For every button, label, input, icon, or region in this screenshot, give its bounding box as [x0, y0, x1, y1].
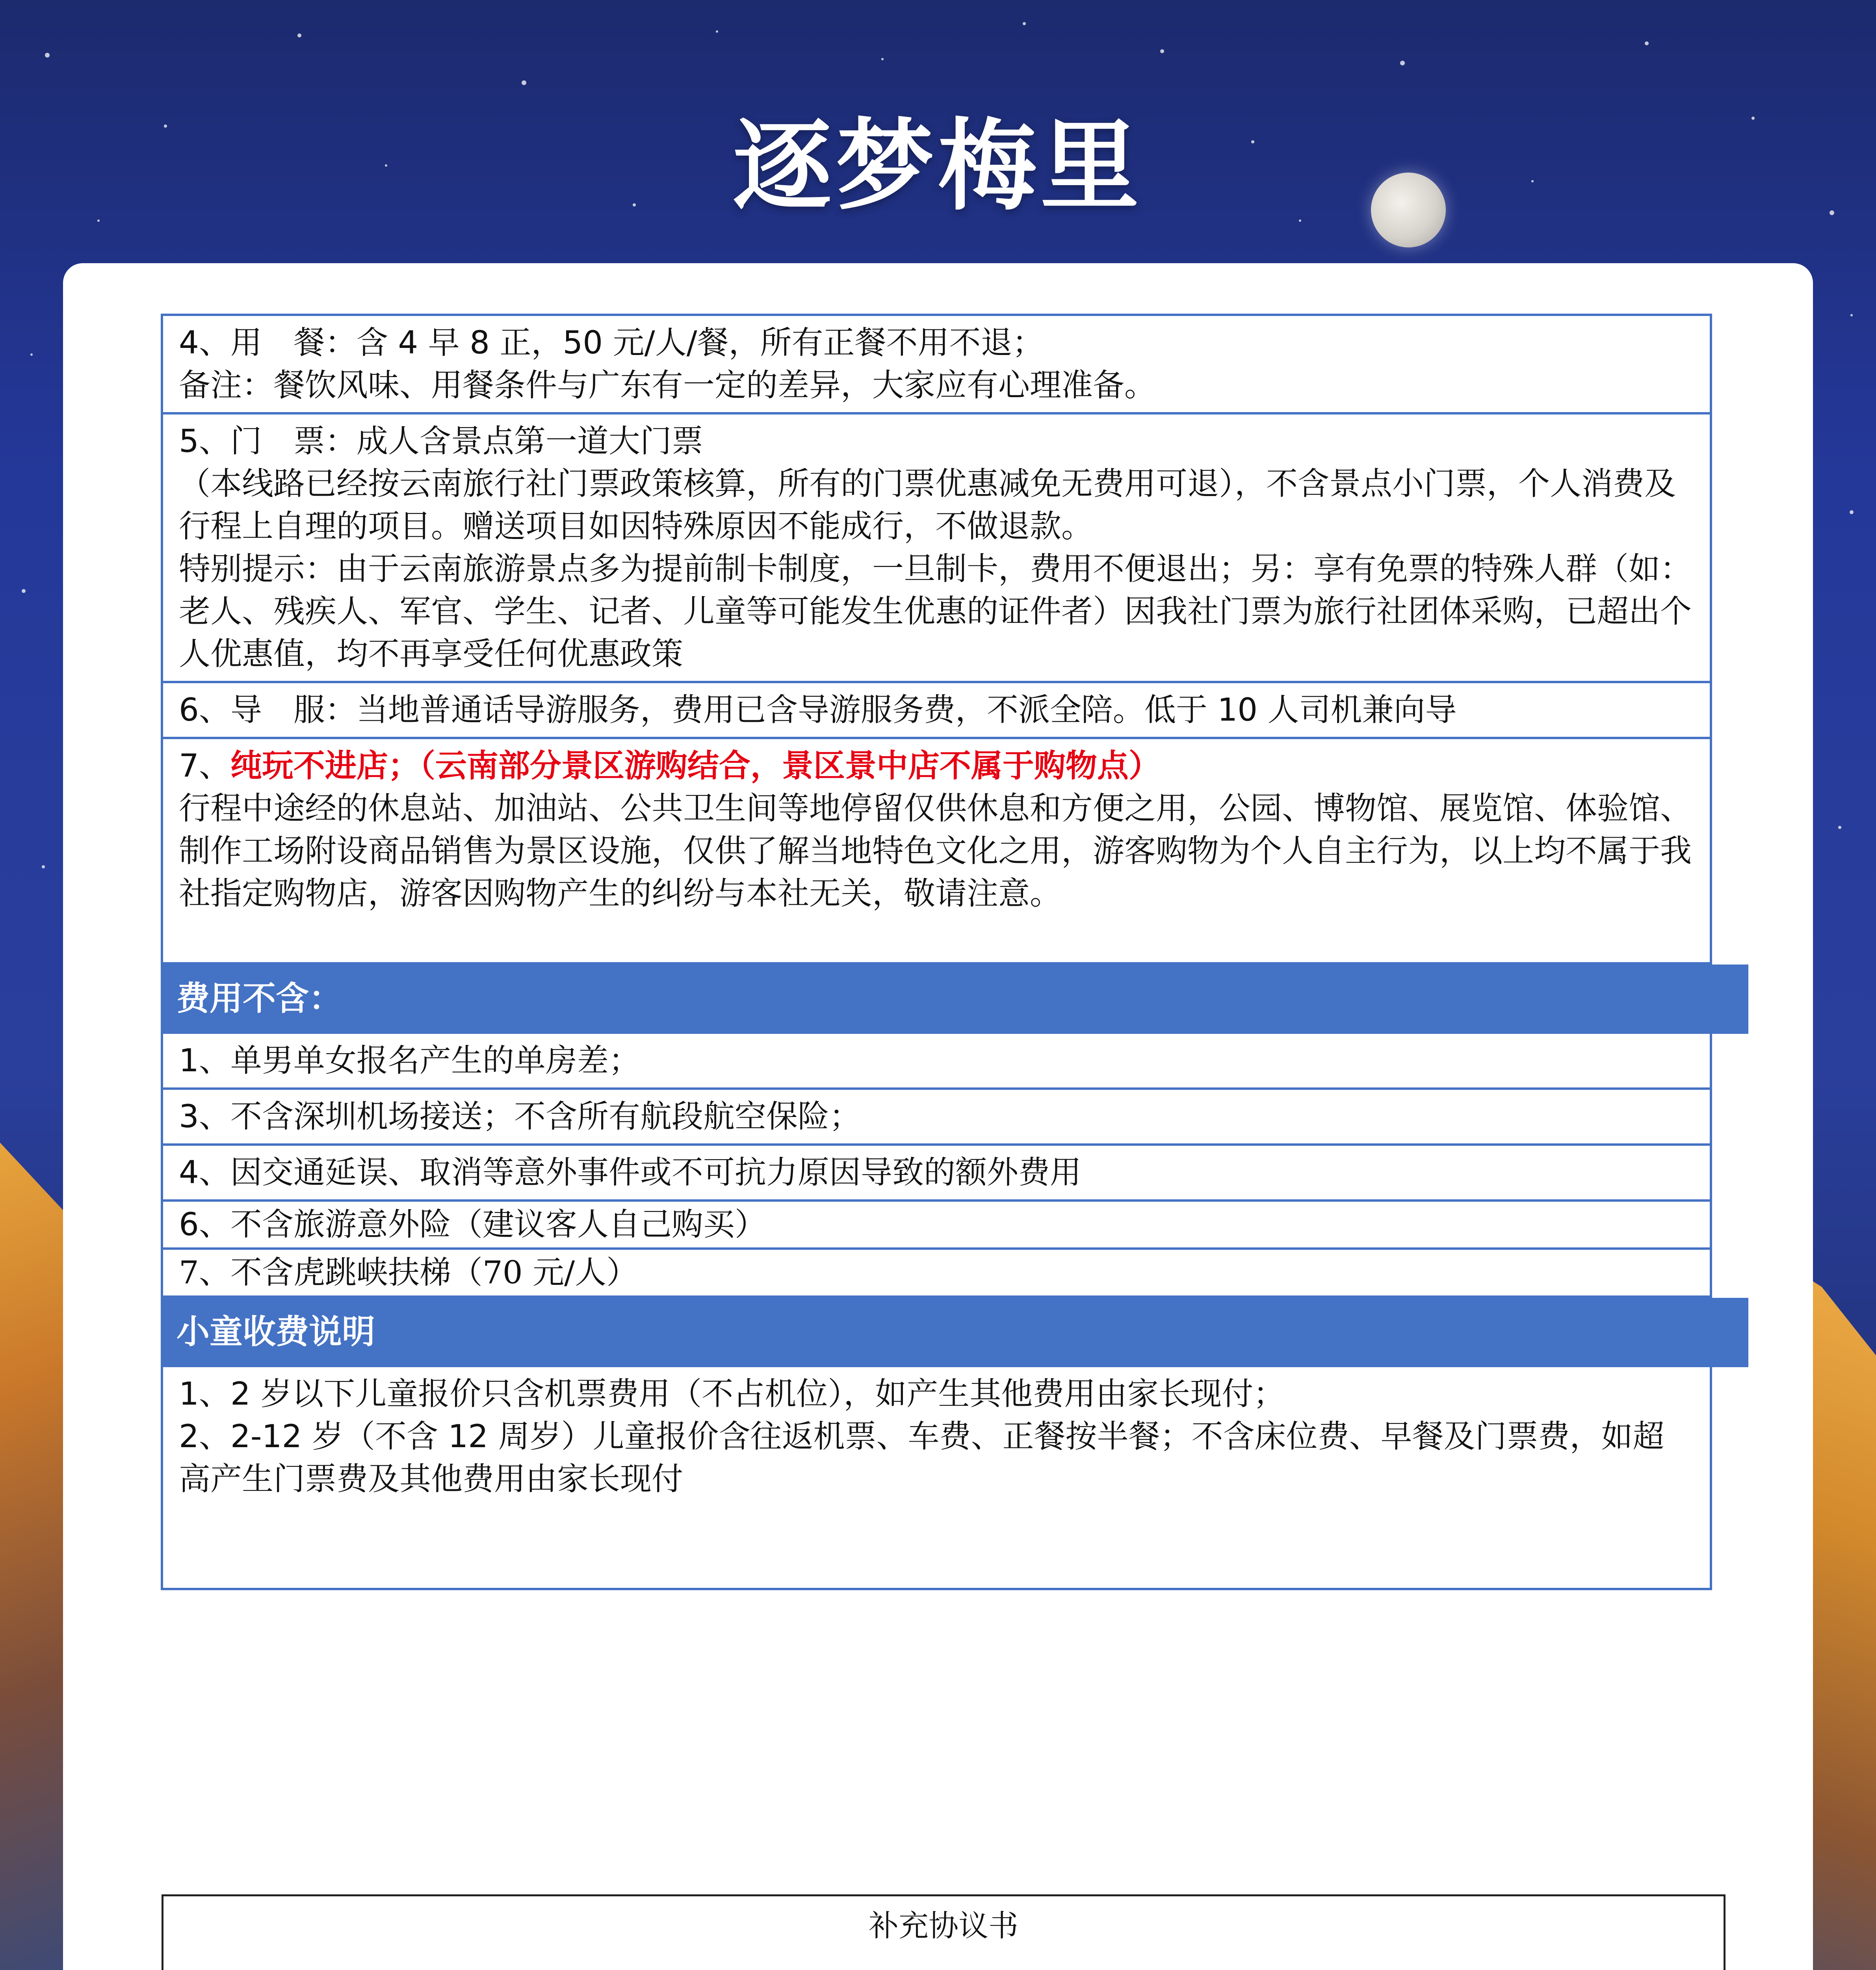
- guide-line-1: 6、导 服：当地普通话导游服务，费用已含导游服务费，不派全陪。低于 10 人司机兼向导: [179, 691, 1457, 728]
- excluded-heading: 费用不含：: [161, 965, 1748, 1034]
- shopping-row: [163, 739, 1710, 962]
- children-table: [161, 1367, 1712, 1590]
- children-line-1: 1、2 岁以下儿童报价只含机票费用（不占机位），如产生其他费用由家长现付；: [179, 1375, 1285, 1412]
- excluded-table: [161, 1034, 1712, 1298]
- content-area: [161, 314, 1712, 1590]
- excluded-item: 4、因交通延误、取消等意外事件或不可抗力原因导致的额外费用: [163, 1146, 1710, 1202]
- excluded-item: 3、不含深圳机场接送；不含所有航段航空保险；: [163, 1090, 1710, 1146]
- shopping-highlight: 纯玩不进店；（云南部分景区游购结合，景区景中店不属于购物点）: [230, 747, 1160, 784]
- excluded-item: 7、不含虎跳峡扶梯（70 元/人）: [179, 1254, 638, 1291]
- agreement-fields: [179, 1964, 1724, 1970]
- agreement-title: 补充协议书: [869, 1908, 1018, 1943]
- tickets-row: [163, 414, 1710, 683]
- tickets-line-1: 5、门 票：成人含景点第一道大门票: [179, 423, 703, 459]
- tickets-line-2: （本线路已经按云南旅行社门票政策核算，所有的门票优惠减免无费用可退），不含景点小门票，个人消费及行程上自理的项目。赠送项目如因特殊原因不能成行，不做退款。: [179, 465, 1676, 545]
- children-line-2: 2、2-12 岁（不含 12 周岁）儿童报价含往返机票、车费、正餐按半餐；不含床位费、早餐及门票费，如超高产生门票费及其他费用由家长现付: [179, 1418, 1664, 1497]
- shopping-heading: [179, 745, 1694, 787]
- meals-row: [163, 316, 1710, 414]
- meals-line-2: 备注：餐饮风味、用餐条件与广东有一定的差异，大家应有心理准备。: [179, 367, 1156, 403]
- shopping-body: 行程中途经的休息站、加油站、公共卫生间等地停留仅供休息和方便之用，公园、博物馆、展览馆、体验馆、制作工场附设商品销售为景区设施，仅供了解当地特色文化之用，游客购物为个人自主行为，以上均不属于我社指定购物店，游客因购物产生的纠纷与本社无关，敬请注意。: [179, 790, 1692, 912]
- guide-row: [163, 683, 1710, 739]
- shopping-prefix: 7、: [179, 747, 230, 784]
- content-card: [63, 263, 1813, 1970]
- meals-line-1: 4、用 餐：含 4 早 8 正，50 元/人/餐，所有正餐不用不退；: [179, 324, 1044, 361]
- tickets-line-3: 特别提示：由于云南旅游景点多为提前制卡制度，一旦制卡，费用不便退出；另：享有免票的特殊人群（如：老人、残疾人、军官、学生、记者、儿童等可能发生优惠的证件者）因我社门票为旅行社团体采购，已超出个人优惠值，均不再享受任何优惠政策: [179, 550, 1692, 672]
- included-table: [161, 314, 1712, 965]
- children-heading: 小童收费说明: [161, 1298, 1748, 1367]
- supplementary-agreement: [162, 1894, 1726, 1970]
- page-title: 逐梦梅里: [733, 108, 1143, 223]
- children-row: [163, 1367, 1710, 1506]
- excluded-item: 1、单男单女报名产生的单房差；: [163, 1034, 1710, 1090]
- excluded-item: 6、不含旅游意外险（建议客人自己购买）: [163, 1202, 1710, 1250]
